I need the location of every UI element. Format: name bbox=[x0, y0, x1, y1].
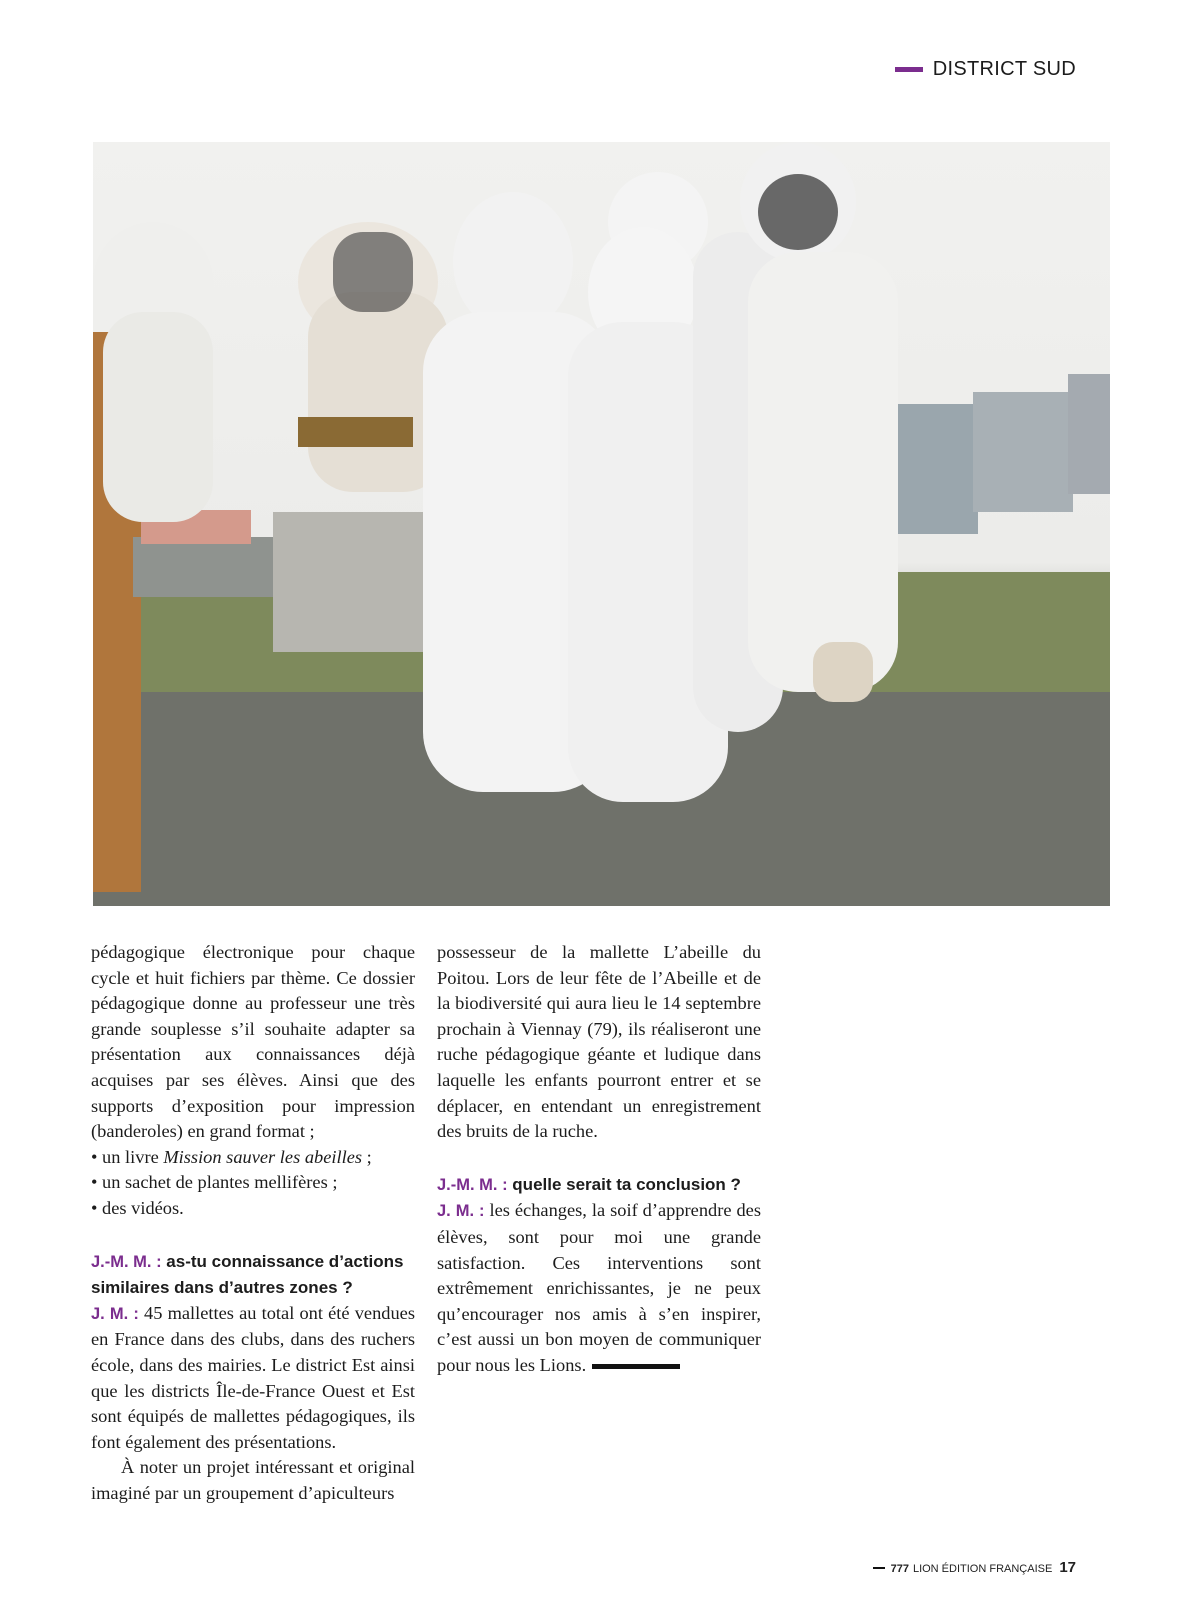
end-of-article-mark bbox=[592, 1364, 680, 1369]
section-marker bbox=[895, 67, 923, 72]
paragraph: pédagogique électronique pour chaque cycle et huit fichiers par thème. Ce dossier pédagogique donne au professeur une très grande souplesse s’il souhaite adapter sa présentation aux connaissances déjà acquises par ses élèves. Ainsi que des supports d’exposition pour impression (banderoles) en grand format ; bbox=[91, 942, 415, 1142]
paragraph: À noter un projet intéressant et original imaginé par un groupement d’apiculteurs bbox=[91, 1457, 415, 1503]
beekeepers-photo bbox=[93, 142, 1110, 906]
interview-answer bbox=[91, 1301, 415, 1456]
list-item bbox=[91, 1145, 415, 1171]
interview-answer bbox=[437, 1198, 761, 1378]
issue-number: 777 bbox=[890, 1563, 909, 1575]
speaker-label: J.-M. M. : bbox=[437, 1175, 508, 1194]
answer-text: 45 mallettes au total ont été vendues en France dans des clubs, dans des ruchers école, dans des mairies. Le district Est ainsi que les districts Île-de-France Ouest et Est sont équipés de mallettes pédagogiques, ils font également des présentations. bbox=[91, 1302, 415, 1452]
speaker-label: J. M. : bbox=[437, 1202, 485, 1221]
list-item: • des vidéos. bbox=[91, 1197, 184, 1218]
page-footer bbox=[873, 1559, 1076, 1576]
page-number: 17 bbox=[1059, 1559, 1076, 1576]
photo-illustration bbox=[93, 142, 1110, 906]
publication-name: LION ÉDITION FRANÇAISE bbox=[912, 1563, 1053, 1575]
paragraph: possesseur de la mallette L’abeille du Poitou. Lors de leur fête de l’Abeille et de la biodiversité qui aura lieu le 14 septembre prochain à Viennay (79), ils réaliseront une ruche pédagogique géante et ludique dans laquelle les enfants pourront entrer et se déplacer, en entendant un enregistrement des bruits de la ruche. bbox=[437, 942, 761, 1142]
list-item-text: • un livre bbox=[91, 1146, 164, 1167]
answer-text: les échanges, la soif d’apprendre des élèves, sont pour moi une grande satisfaction. Ces interventions sont extrêmement enrichissantes, je ne peux qu’encourager nos amis à s’en inspirer, c’est aussi un bon moyen de communiquer pour nous les Lions. bbox=[437, 1200, 761, 1375]
footer-dash bbox=[873, 1567, 885, 1569]
article-column-2 bbox=[437, 940, 761, 1379]
list-item-punct: ; bbox=[362, 1146, 372, 1167]
question-text: quelle serait ta conclusion ? bbox=[507, 1174, 741, 1194]
section-title: DISTRICT SUD bbox=[932, 58, 1076, 80]
speaker-label: J. M. : bbox=[91, 1304, 139, 1323]
interview-question bbox=[91, 1249, 415, 1301]
list-item: • un sachet de plantes mellifères ; bbox=[91, 1172, 338, 1193]
section-header bbox=[895, 58, 1076, 81]
book-title: Mission sauver les abeilles bbox=[163, 1146, 363, 1167]
interview-question bbox=[437, 1172, 761, 1199]
article-column-1 bbox=[91, 940, 415, 1506]
speaker-label: J.-M. M. : bbox=[91, 1252, 162, 1271]
question-text: as-tu connaissance d’actions similaires dans d’autres zones ? bbox=[91, 1251, 404, 1298]
